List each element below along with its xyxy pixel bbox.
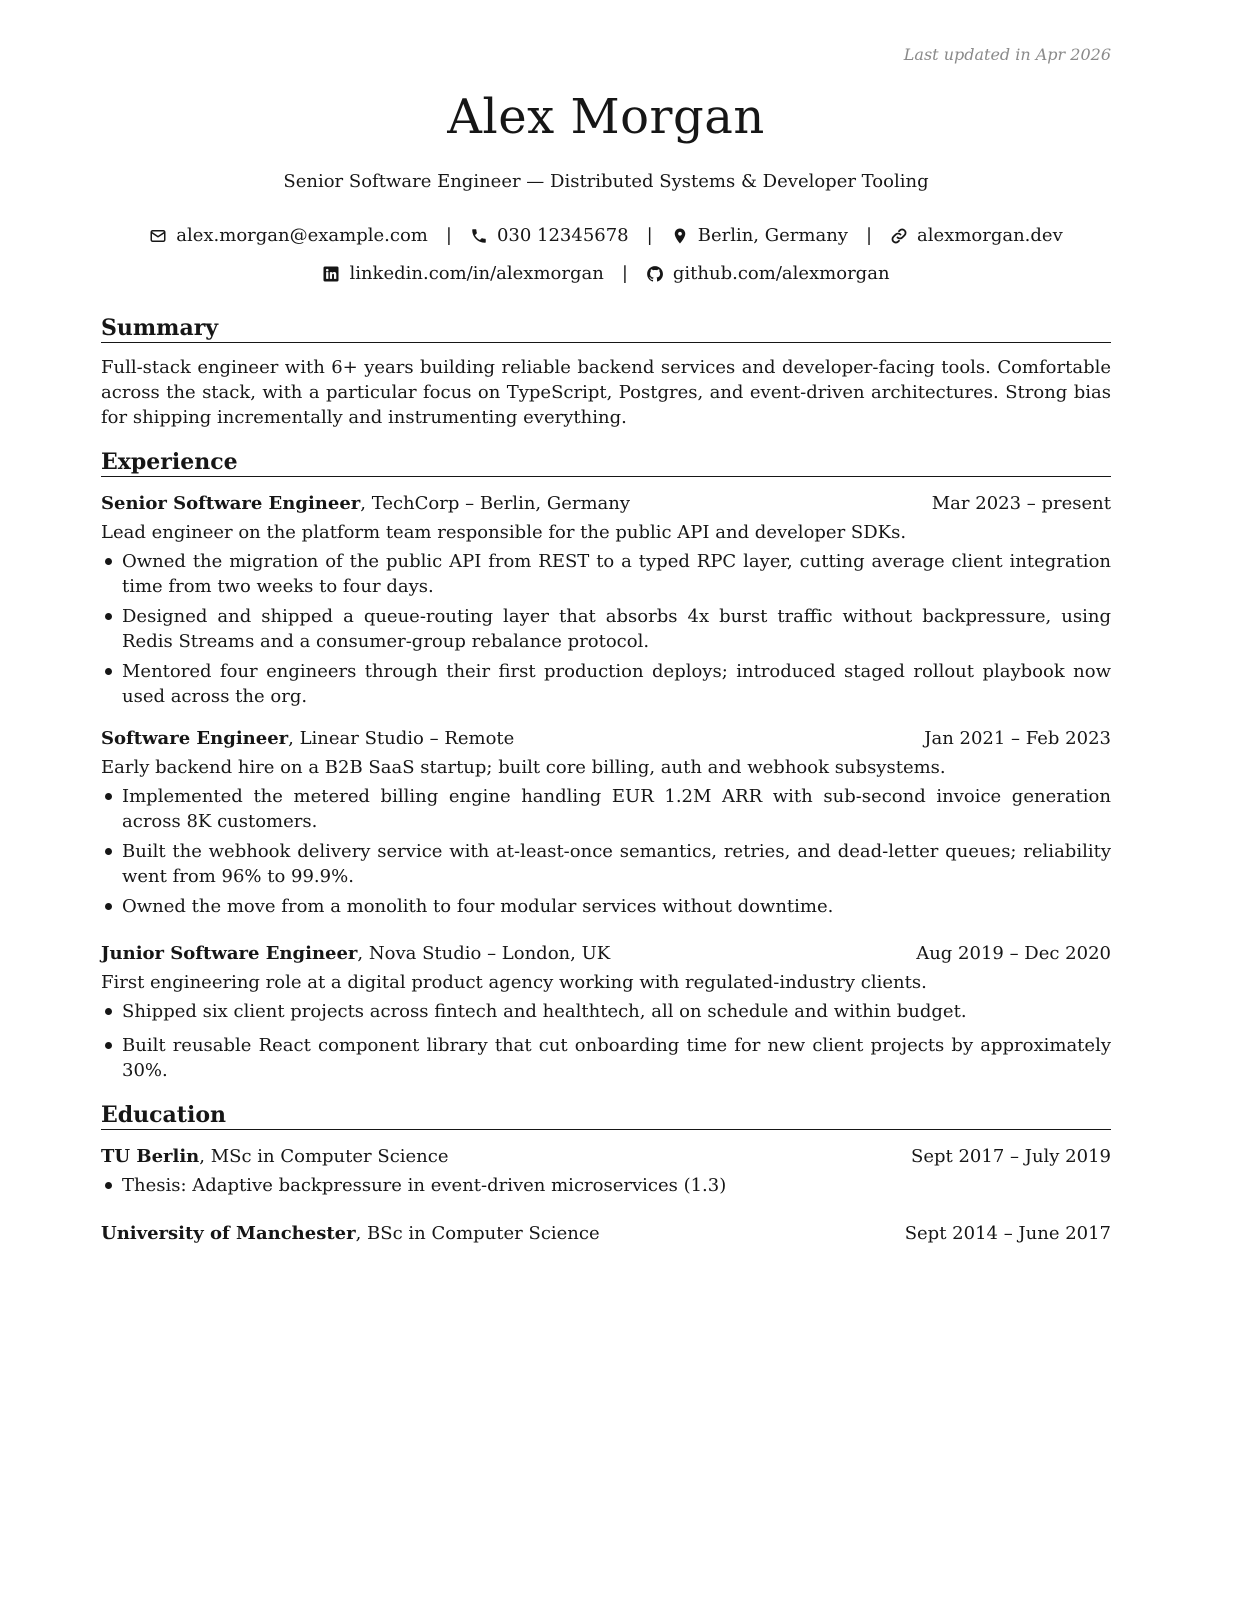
website-text: alexmorgan.dev [917, 225, 1063, 246]
bullet-text: Designed and shipped a queue-routing layer that absorbs 4x burst traffic without backpressure, using Redis Streams and a consumer-group rebalance protocol. [122, 606, 1111, 652]
section-title-education: Education [101, 1101, 1111, 1130]
summary-section [101, 314, 1111, 430]
bullet-icon [105, 1042, 112, 1049]
job-org: , Linear Studio – Remote [288, 728, 515, 749]
bullet-text: Owned the migration of the public API from REST to a typed RPC layer, cutting average client integration time from two weeks to four days. [122, 551, 1111, 597]
school-name: TU Berlin [101, 1146, 200, 1167]
job-org: , TechCorp – Berlin, Germany [360, 493, 631, 514]
experience-entry [101, 491, 1111, 709]
bullet-text: Implemented the metered billing engine handling EUR 1.2M ARR with sub-second invoice generation across 8K customers. [122, 786, 1111, 832]
degree: , MSc in Computer Science [199, 1146, 449, 1167]
linkedin-icon [322, 265, 340, 283]
job-dates: Aug 2019 – Dec 2020 [916, 943, 1111, 964]
bullet-item [101, 894, 1111, 919]
summary-text: Full-stack engineer with 6+ years building reliable backend services and developer-facing tools. Comfortable across the stack, with a particular focus on TypeScript, Postgres, and event-driven architectures. Strong bias for shipping incrementally and instrumenting everything. [101, 357, 1111, 428]
job-description: Early backend hire on a B2B SaaS startup; built core billing, auth and webhook subsystems. [101, 757, 946, 778]
candidate-name: Alex Morgan [447, 89, 765, 145]
education-entry [101, 1144, 1111, 1198]
bullet-icon [105, 848, 112, 855]
degree: , BSc in Computer Science [355, 1223, 600, 1244]
bullet-text: Mentored four engineers through their first production deploys; introduced staged rollout playbook now used across the org. [122, 661, 1111, 707]
entry-header [101, 1144, 1111, 1169]
job-dates: Mar 2023 – present [931, 493, 1111, 514]
bullet-text: Built reusable React component library that cut onboarding time for new client projects by approximately 30%. [122, 1035, 1111, 1081]
bullet-list [101, 784, 1111, 919]
experience-section [101, 448, 1111, 1083]
bullet-item [101, 999, 1111, 1024]
bullet-item [101, 659, 1111, 709]
entry-title [101, 491, 630, 516]
link-icon [890, 227, 908, 245]
job-dates: Jan 2021 – Feb 2023 [924, 728, 1111, 749]
contact-github[interactable] [646, 262, 890, 286]
entry-header [101, 941, 1111, 966]
separator: | [865, 225, 873, 246]
entry-title [101, 726, 514, 751]
job-org: , Nova Studio – London, UK [357, 943, 611, 964]
bullet-icon [105, 613, 112, 620]
contact-location [671, 224, 848, 248]
bullet-list [101, 1173, 1111, 1198]
phone-icon [470, 227, 488, 245]
section-title-summary: Summary [101, 314, 1111, 343]
entry-title [101, 1144, 449, 1169]
education-dates: Sept 2014 – June 2017 [904, 1223, 1111, 1244]
bullet-item [101, 1173, 1111, 1198]
separator: | [646, 225, 653, 246]
headline: Senior Software Engineer — Distributed Systems & Developer Tooling [283, 171, 929, 192]
envelope-icon [149, 227, 167, 245]
contact-phone[interactable] [470, 224, 629, 248]
bullet-text: Owned the move from a monolith to four modular services without downtime. [122, 896, 834, 917]
bullet-icon [105, 1182, 112, 1189]
last-updated-note: Last updated in Apr 2026 [903, 45, 1111, 64]
experience-entry [101, 941, 1111, 1083]
job-description: Lead engineer on the platform team responsible for the public API and developer SDKs. [101, 522, 907, 543]
job-description: First engineering role at a digital product agency working with regulated-industry clients. [101, 972, 927, 993]
education-dates: Sept 2017 – July 2019 [911, 1146, 1111, 1167]
entry-header [101, 491, 1111, 516]
bullet-icon [105, 668, 112, 675]
bullet-text: Thesis: Adaptive backpressure in event-driven microservices (1.3) [122, 1175, 727, 1196]
bullet-icon [105, 1008, 112, 1015]
entry-header [101, 1221, 1111, 1246]
bullet-item [101, 604, 1111, 654]
map-pin-icon [671, 227, 689, 245]
bullet-list [101, 549, 1111, 709]
contact-linkedin[interactable] [322, 262, 603, 286]
bullet-item [101, 1033, 1111, 1083]
entry-title [101, 941, 610, 966]
contact-website[interactable] [890, 224, 1063, 248]
contact-row [101, 224, 1111, 248]
experience-entry [101, 726, 1111, 919]
bullet-list [101, 999, 1111, 1083]
github-icon [646, 265, 664, 283]
entry-header [101, 726, 1111, 751]
bullet-text: Shipped six client projects across fintech and healthtech, all on schedule and within budget. [122, 1001, 967, 1022]
bullet-icon [105, 903, 112, 910]
education-section [101, 1101, 1111, 1246]
linkedin-text: linkedin.com/in/alexmorgan [349, 263, 604, 284]
education-entry [101, 1221, 1111, 1246]
bullet-icon [105, 793, 112, 800]
section-title-experience: Experience [101, 448, 1111, 477]
job-role: Software Engineer [101, 728, 289, 749]
email-text: alex.morgan@example.com [176, 225, 428, 246]
bullet-item [101, 549, 1111, 599]
contact-email[interactable] [149, 224, 428, 248]
github-text: github.com/alexmorgan [672, 263, 890, 284]
location-text: Berlin, Germany [697, 225, 848, 246]
separator: | [445, 225, 452, 246]
job-role: Junior Software Engineer [101, 943, 358, 964]
bullet-item [101, 784, 1111, 834]
bullet-text: Built the webhook delivery service with at-least-once semantics, retries, and dead-letter queues; reliability went from 96% to 99.9%. [122, 841, 1111, 887]
phone-text: 030 12345678 [496, 225, 629, 246]
school-name: University of Manchester [101, 1223, 356, 1244]
entry-title [101, 1221, 600, 1246]
job-role: Senior Software Engineer [101, 493, 361, 514]
bullet-item [101, 839, 1111, 889]
bullet-icon [105, 558, 112, 565]
separator: | [621, 263, 628, 284]
contact-row [101, 262, 1111, 286]
